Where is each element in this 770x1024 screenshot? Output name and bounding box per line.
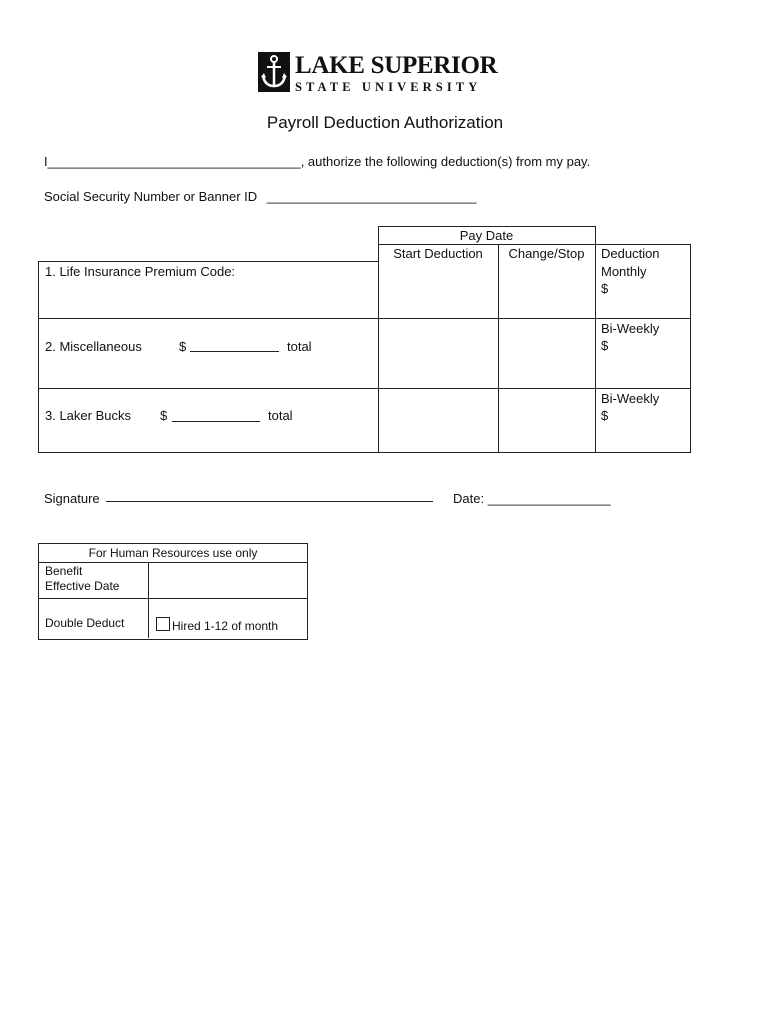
logo-name: LAKE SUPERIOR <box>295 52 498 79</box>
signature-field[interactable] <box>106 501 433 502</box>
hr-line <box>148 562 149 638</box>
row2-total-label: total <box>287 339 312 354</box>
life-insurance-label: 1. Life Insurance Premium Code: <box>45 264 236 279</box>
table-line <box>38 388 691 389</box>
ssn-line <box>44 189 476 205</box>
ssn-blank[interactable]: _____________________________ <box>266 189 477 204</box>
date-field[interactable]: _________________ <box>487 491 611 506</box>
anchor-icon <box>258 52 290 92</box>
miscellaneous-amount-field[interactable] <box>190 351 279 352</box>
miscellaneous-label: 2. Miscellaneous <box>45 339 142 354</box>
start-deduction-header: Start Deduction <box>393 246 483 261</box>
benefit-label: Benefit <box>45 564 83 578</box>
date-label: Date: <box>453 491 485 506</box>
deduction-header: Deduction <box>601 246 660 261</box>
change-stop-header: Change/Stop <box>508 246 585 261</box>
laker-bucks-amount-field[interactable] <box>172 421 260 422</box>
intro-suffix: , authorize the following deduction(s) from my pay. <box>300 154 591 169</box>
row1-currency: $ <box>601 281 609 296</box>
table-line <box>690 244 691 453</box>
hr-header: For Human Resources use only <box>88 546 258 560</box>
table-line <box>38 318 691 319</box>
row3-dollar: $ <box>160 408 168 423</box>
hr-line <box>38 598 307 599</box>
row1-frequency: Monthly <box>601 264 647 279</box>
hired-checkbox-label: Hired 1-12 of month <box>172 619 279 633</box>
table-line <box>38 452 691 453</box>
signature-label: Signature <box>44 491 100 506</box>
page-title: Payroll Deduction Authorization <box>266 113 504 132</box>
table-line <box>38 261 39 453</box>
ssn-label: Social Security Number or Banner ID <box>44 189 258 204</box>
date-line <box>453 491 611 507</box>
row3-total-label: total <box>268 408 293 423</box>
double-deduct-label: Double Deduct <box>45 616 125 630</box>
logo-subtitle: STATE UNIVERSITY <box>295 80 482 94</box>
name-blank[interactable]: ___________________________________ <box>47 154 301 169</box>
intro-prefix: I <box>44 154 48 169</box>
university-logo <box>258 52 510 96</box>
row3-frequency: Bi-Weekly <box>601 391 660 406</box>
row3-currency: $ <box>601 408 609 423</box>
table-line <box>38 261 378 262</box>
table-line <box>498 244 499 453</box>
intro-line <box>44 154 590 170</box>
laker-bucks-label: 3. Laker Bucks <box>45 408 131 423</box>
hired-checkbox[interactable] <box>156 617 170 631</box>
pay-date-header: Pay Date <box>459 228 514 243</box>
row2-frequency: Bi-Weekly <box>601 321 660 336</box>
hr-line <box>38 562 307 563</box>
table-line <box>595 226 596 453</box>
row2-currency: $ <box>601 338 609 353</box>
row2-dollar: $ <box>179 339 187 354</box>
effective-date-label: Effective Date <box>45 579 120 593</box>
